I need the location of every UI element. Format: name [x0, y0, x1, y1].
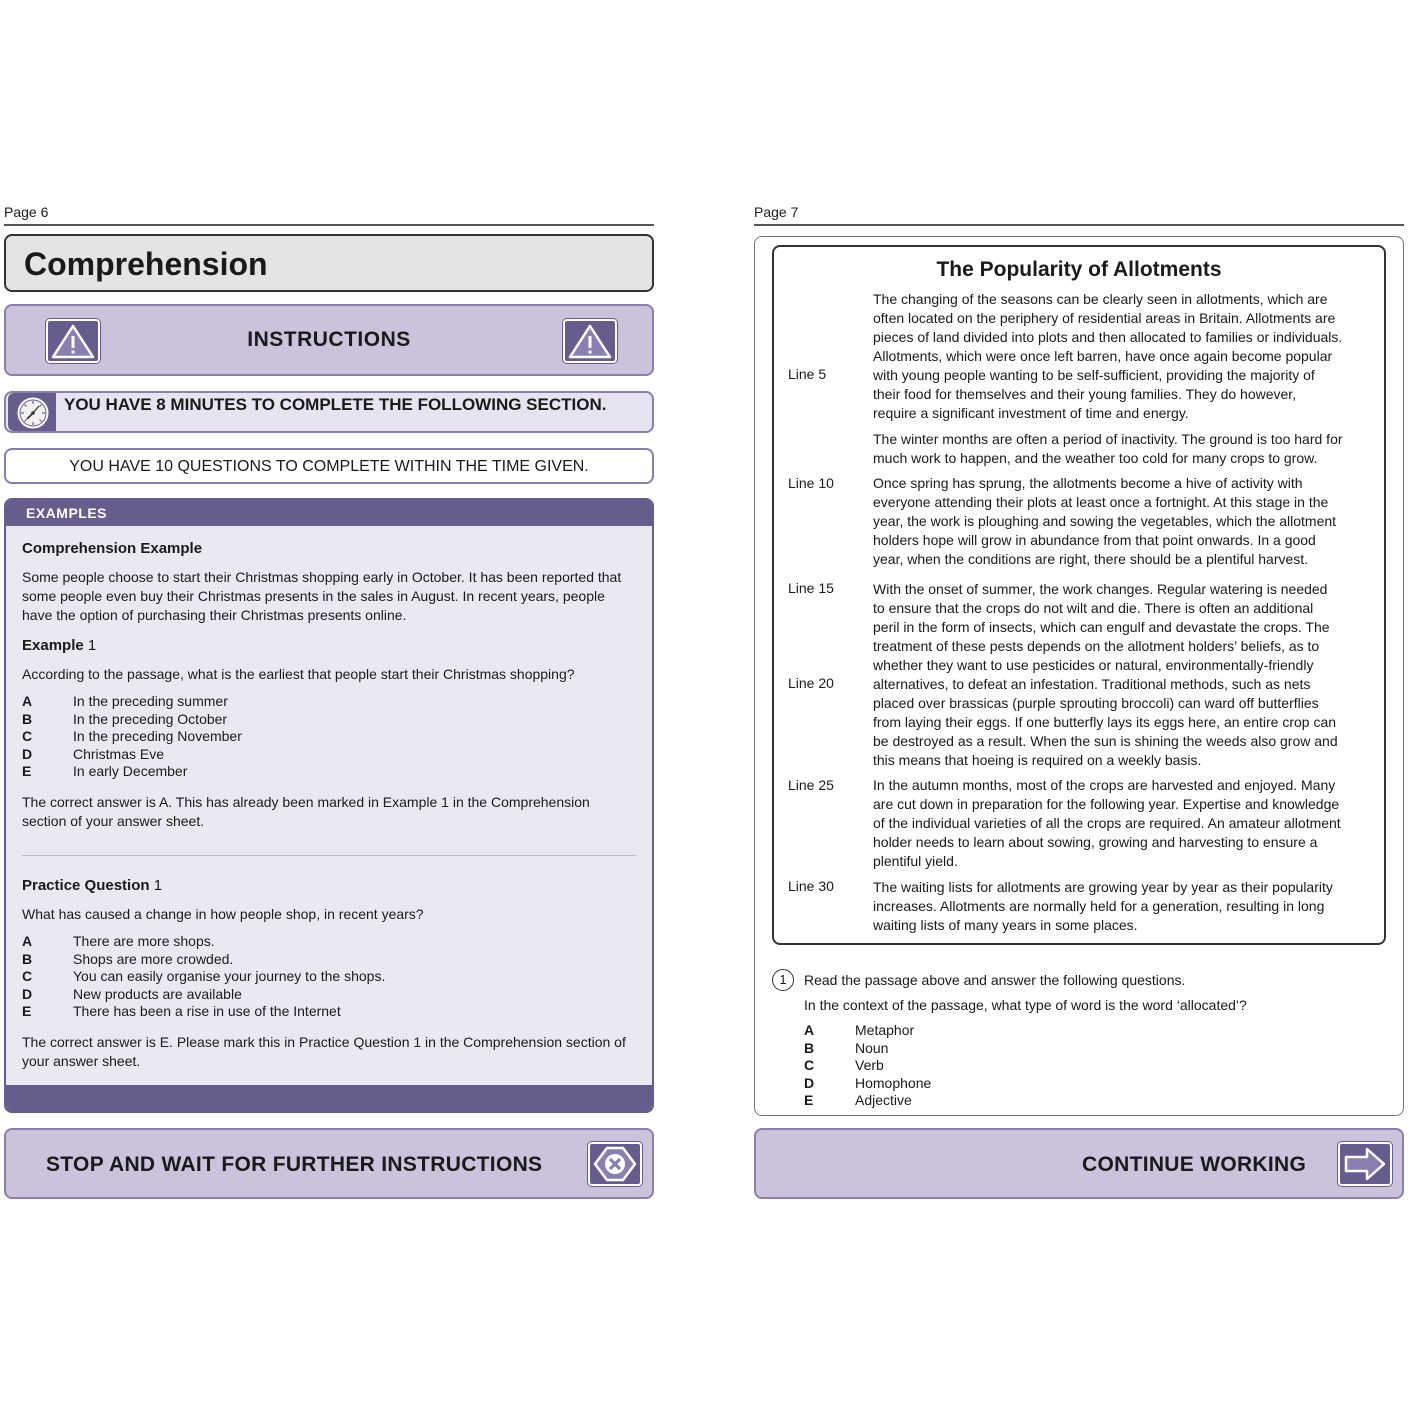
option-text: In the preceding summer [73, 693, 228, 709]
example1-question: According to the passage, what is the earliest that people start their Christmas shopping? [22, 666, 575, 682]
option-text: Christmas Eve [73, 745, 165, 762]
arrow-right-icon [1338, 1142, 1392, 1186]
example-passage: Some people choose to start their Christmas shopping early in October. It has been reported that some people even buy their Christmas presents in the sales in August. In recent years, people have the option of purchasing their Christmas presents online. [22, 569, 622, 623]
line-number-label: Line 5 [788, 366, 827, 382]
list-item [22, 986, 622, 1004]
examples-header-label: EXAMPLES [26, 505, 108, 521]
examples-divider [22, 855, 636, 856]
option-letter: D [22, 745, 33, 762]
line-number-label: Line 25 [788, 777, 834, 793]
question-intro: Read the passage above and answer the following questions. [804, 972, 1186, 988]
option-letter: B [804, 1039, 815, 1056]
time-notice-text: YOU HAVE 8 MINUTES TO COMPLETE THE FOLLOWING SECTION. [64, 395, 607, 414]
list-item [804, 1075, 931, 1093]
practice-label [22, 876, 634, 895]
question-options [804, 1022, 931, 1110]
example1-answer: The correct answer is A. This has already been marked in Example 1 in the Comprehension section of your answer sheet. [22, 794, 590, 829]
question-text: In the context of the passage, what type of word is the word ‘allocated’? [804, 997, 1247, 1013]
option-text: You can easily organise your journey to the shops. [73, 968, 386, 985]
option-text: Metaphor [855, 1022, 915, 1038]
line-number-label: Line 20 [788, 675, 834, 691]
passage-paragraph: Once spring has sprung, the allotments become a hive of activity with everyone attending their plots at least once a fortnight. At this stage in the year, the work is ploughing and sowing the vegetables, which the allotment holders hope will grow in abundance from that point onwards. In a good year, when the conditions are right, there should be a plentiful harvest. [873, 475, 1337, 567]
list-item [22, 933, 622, 951]
option-text: There are more shops. [73, 933, 215, 949]
option-letter: C [22, 968, 33, 985]
section-title-box [4, 234, 654, 292]
warning-triangle-icon [563, 319, 617, 363]
examples-panel [4, 498, 654, 1113]
practice-answer: The correct answer is E. Please mark this in Practice Question 1 in the Comprehension section of your answer sheet. [22, 1034, 626, 1069]
option-text: Adjective [855, 1092, 912, 1109]
list-item [22, 728, 622, 746]
option-letter: E [22, 763, 32, 780]
option-letter: D [804, 1074, 815, 1091]
option-text: In the preceding October [73, 710, 228, 727]
option-letter: C [804, 1057, 815, 1074]
option-text: Homophone [855, 1074, 932, 1091]
examples-footer [6, 1085, 652, 1111]
practice-question: What has caused a change in how people shop, in recent years? [22, 906, 424, 922]
passage-paragraph: The waiting lists for allotments are growing year by year as their popularity increases. Allotments are normally held for a generation, resulting in long waiting lists of many years in some places. [873, 879, 1333, 933]
option-letter: A [22, 933, 33, 949]
line-number-label: Line 10 [788, 475, 834, 491]
page-rule-right [754, 224, 1404, 226]
stop-x-icon [588, 1142, 642, 1186]
option-text: Noun [855, 1039, 889, 1056]
list-item [22, 951, 622, 969]
list-item [804, 1057, 931, 1075]
option-letter: A [22, 693, 33, 709]
page-number-left: Page 6 [4, 204, 49, 220]
list-item [22, 693, 622, 711]
example1-label-num: 1 [87, 637, 97, 654]
page-rule-left [4, 224, 654, 226]
time-notice-box [4, 391, 654, 433]
instructions-label: INSTRUCTIONS [247, 328, 411, 351]
option-text: New products are available [73, 985, 242, 1002]
option-text: There has been a rise in use of the Internet [73, 1003, 341, 1020]
example1-label-bold: Example [22, 637, 84, 654]
practice-label-num: 1 [153, 877, 163, 894]
list-item [804, 1022, 931, 1040]
example1-label [22, 636, 634, 655]
option-letter: E [804, 1092, 814, 1109]
stop-banner [4, 1128, 654, 1199]
passage-paragraph: The changing of the seasons can be clearly seen in allotments, which are often located on the periphery of residential areas in Britain. Allotments are pieces of land divided into plots and then allocated to families or individuals. Allotments, which were once left barren, have once again become popular with young people wanting to be self-sufficient, providing the majority of their food for themselves and their young families. They do however, require a significant investment of time and energy. [873, 291, 1343, 421]
passage-paragraph: The winter months are often a period of inactivity. The ground is too hard for much work to happen, and the weather too cold for many crops to grow. [873, 431, 1343, 466]
passage-paragraph: With the onset of summer, the work changes. Regular watering is needed to ensure that the crops do not wilt and die. There is often an additional peril in the form of insects, which can engulf and devastate the crops. The treatment of these pests depends on the allotment holders’ beliefs, as to whether they want to use pesticides or natural, environmentally-friendly alternatives, to defeat an infestation. Traditional methods, such as nets placed over brassicas (purple sprouting broccoli) can ward off butterflies from laying their eggs. If one butterfly lays its eggs here, an entire crop can be destroyed as a result. When the sun is shining the weeds also grow and this means that hoeing is required on a weekly basis. [873, 581, 1338, 768]
instructions-banner [4, 304, 654, 376]
stop-label: STOP AND WAIT FOR FURTHER INSTRUCTIONS [46, 1153, 543, 1176]
passage-title: The Popularity of Allotments [936, 258, 1222, 281]
option-letter: D [22, 985, 33, 1002]
question-number-badge: 1 [772, 969, 794, 991]
examples-header [6, 500, 652, 526]
list-item [22, 711, 622, 729]
option-letter: B [22, 950, 33, 967]
section-title: Comprehension [24, 246, 268, 282]
example-heading: Comprehension Example [22, 540, 203, 557]
list-item [22, 1003, 622, 1021]
stopwatch-icon [8, 393, 56, 431]
option-text: In early December [73, 763, 188, 780]
option-letter: B [22, 710, 33, 727]
option-letter: E [22, 1003, 32, 1020]
option-text: Verb [855, 1057, 884, 1074]
list-item [22, 746, 622, 764]
continue-banner [754, 1128, 1404, 1199]
example1-options [22, 693, 622, 781]
option-text: Shops are more crowded. [73, 950, 234, 967]
line-number-label: Line 30 [788, 878, 834, 894]
option-letter: C [22, 728, 33, 745]
option-text: In the preceding November [73, 728, 242, 745]
list-item [22, 763, 622, 781]
continue-label: CONTINUE WORKING [1082, 1153, 1307, 1176]
questions-notice-text: YOU HAVE 10 QUESTIONS TO COMPLETE WITHIN THE TIME GIVEN. [69, 458, 589, 475]
list-item [22, 968, 622, 986]
list-item [804, 1092, 931, 1110]
passage-paragraph: In the autumn months, most of the crops are harvested and enjoyed. Many are cut down in preparation for the following year. Expertise and knowledge of the individual varieties of all the crops are required. An amateur allotment holder needs to learn about sowing, growing and harvesting to ensure a plentiful yield. [873, 777, 1341, 869]
option-letter: A [804, 1022, 815, 1038]
questions-notice-box [4, 448, 654, 484]
practice-options [22, 933, 622, 1021]
page-number-right: Page 7 [754, 204, 799, 220]
list-item [804, 1040, 931, 1058]
line-number-label: Line 15 [788, 580, 834, 596]
practice-label-bold: Practice Question [22, 877, 150, 894]
